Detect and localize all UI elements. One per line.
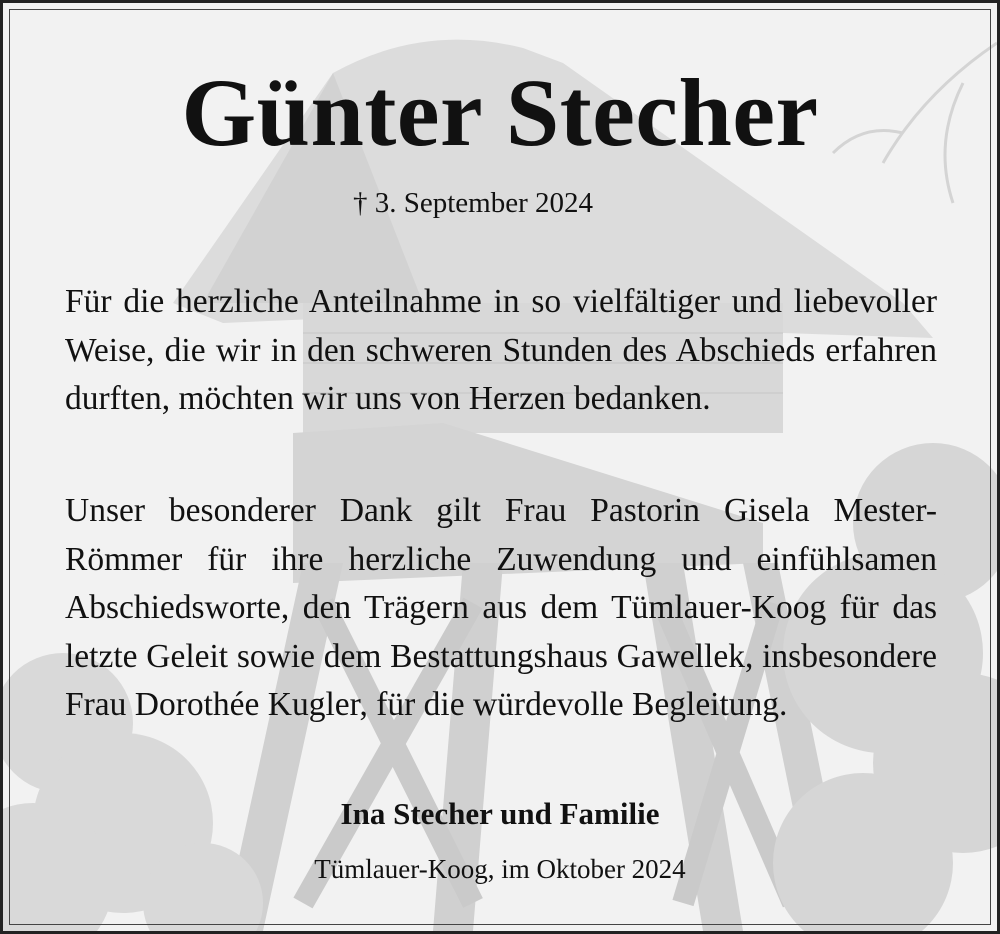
notice-content: [3, 3, 997, 931]
deceased-name: Günter Stecher: [181, 59, 819, 166]
thanks-paragraph-1: Für die herzliche Anteilnahme in so vielfältiger und liebevoller Weise, die wir in den schweren Stunden des Abschieds erfahren durften, möchten wir uns von Herzen bedanken.: [65, 283, 937, 417]
signature: Ina Stecher und Familie: [340, 796, 660, 831]
thanks-paragraph-2: Unser besonderer Dank gilt Frau Pastorin Gisela Mester-Römmer für ihre herzliche Zuwendung und einfühlsamen Abschiedsworte, den Trägern aus dem Tümlauer-Koog für das letzte Geleit sowie dem Bestattungshaus Gawellek, insbesondere Frau Dorothée Kugler, für die würdevolle Begleitung.: [65, 492, 937, 723]
place-date: Tümlauer-Koog, im Oktober 2024: [314, 854, 686, 884]
death-date: † 3. September 2024: [353, 187, 594, 219]
